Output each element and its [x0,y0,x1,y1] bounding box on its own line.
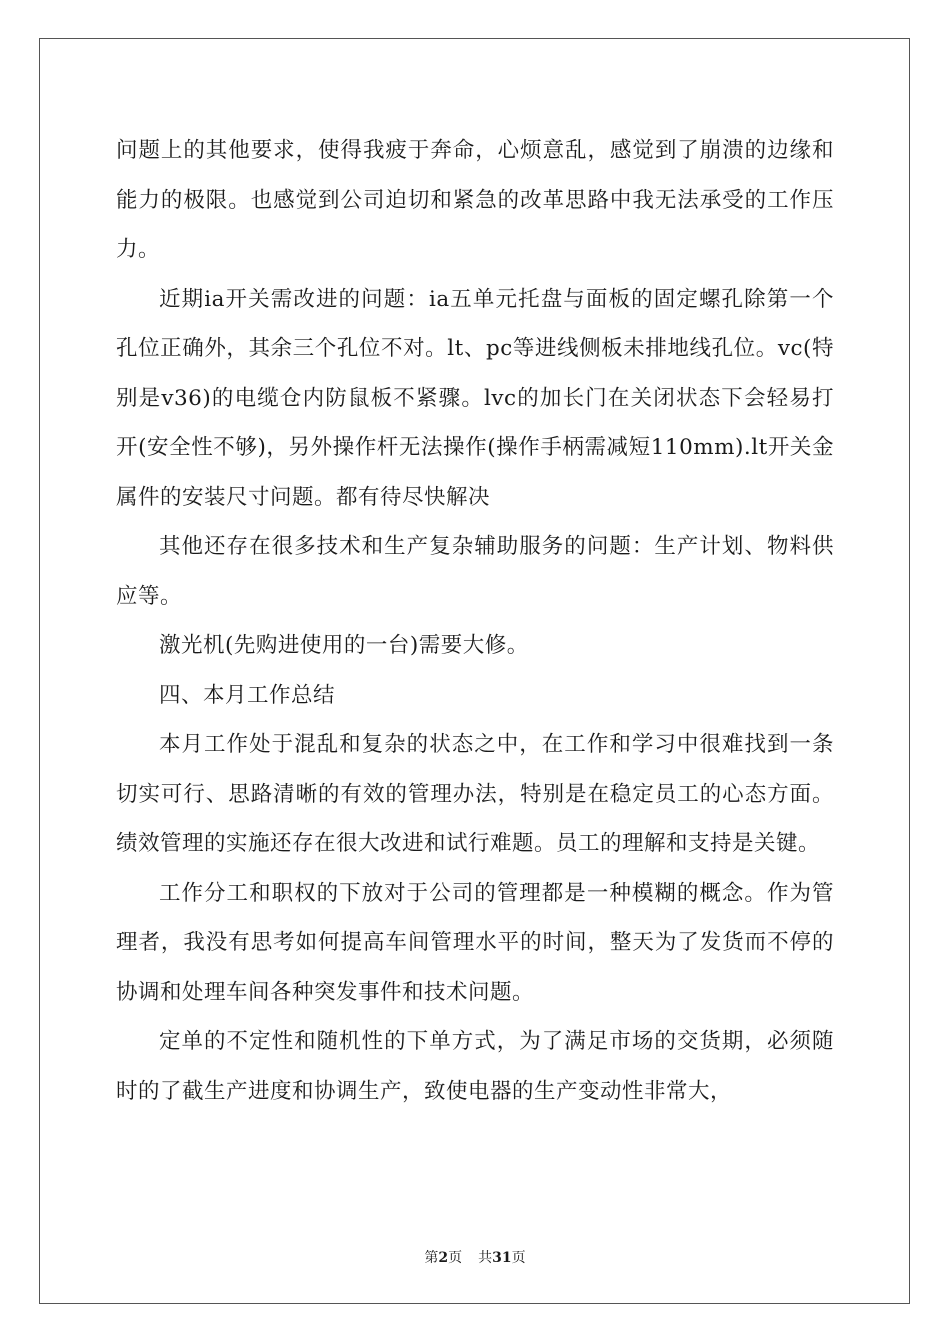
total-prefix: 共 [478,1250,493,1266]
section-heading: 四、本月工作总结 [159,682,336,708]
paragraph-6: 工作分工和职权的下放对于公司的管理都是一种模糊的概念。作为管理者，我没有思考如何提高车间管理水平的时间，整天为了发货而不停的协调和处理车间各种突发事件和技术问题。 [116,880,834,1005]
total-suffix: 页 [511,1250,526,1266]
page-number: 2 [438,1250,449,1266]
paragraph-2: 近期ia开关需改进的问题：ia五单元托盘与面板的固定螺孔除第一个孔位正确外，其余三个孔位不对。lt、pc等进线侧板未排地线孔位。vc(特别是v36)的电缆仓内防鼠板不紧骤。lvc的加长门在关闭状态下会轻易打开(安全性不够)，另外操作杆无法操作(操作手柄需减短110mm).lt开关金属件的安装尺寸问题。都有待尽快解决 [116,286,834,510]
total-pages: 31 [492,1250,512,1266]
paragraph-3: 其他还存在很多技术和生产复杂辅助服务的问题：生产计划、物料供应等。 [116,534,834,609]
paragraph-7: 定单的不定性和随机性的下单方式，为了满足市场的交货期，必须随时的了截生产进度和协调生产，致使电器的生产变动性非常大， [116,1029,834,1104]
document-body [116,126,834,1116]
page-prefix: 第 [424,1250,439,1266]
paragraph-5: 本月工作处于混乱和复杂的状态之中，在工作和学习中很难找到一条切实可行、思路清晰的有效的管理办法，特别是在稳定员工的心态方面。绩效管理的实施还存在很大改进和试行难题。员工的理解和支持是关键。 [116,732,834,856]
page-footer [0,1247,950,1267]
paragraph-1: 问题上的其他要求，使得我疲于奔命，心烦意乱，感觉到了崩溃的边缘和能力的极限。也感觉到公司迫切和紧急的改革思路中我无法承受的工作压力。 [116,138,834,262]
page-suffix: 页 [448,1250,463,1266]
paragraph-4: 激光机(先购进使用的一台)需要大修。 [159,633,529,658]
